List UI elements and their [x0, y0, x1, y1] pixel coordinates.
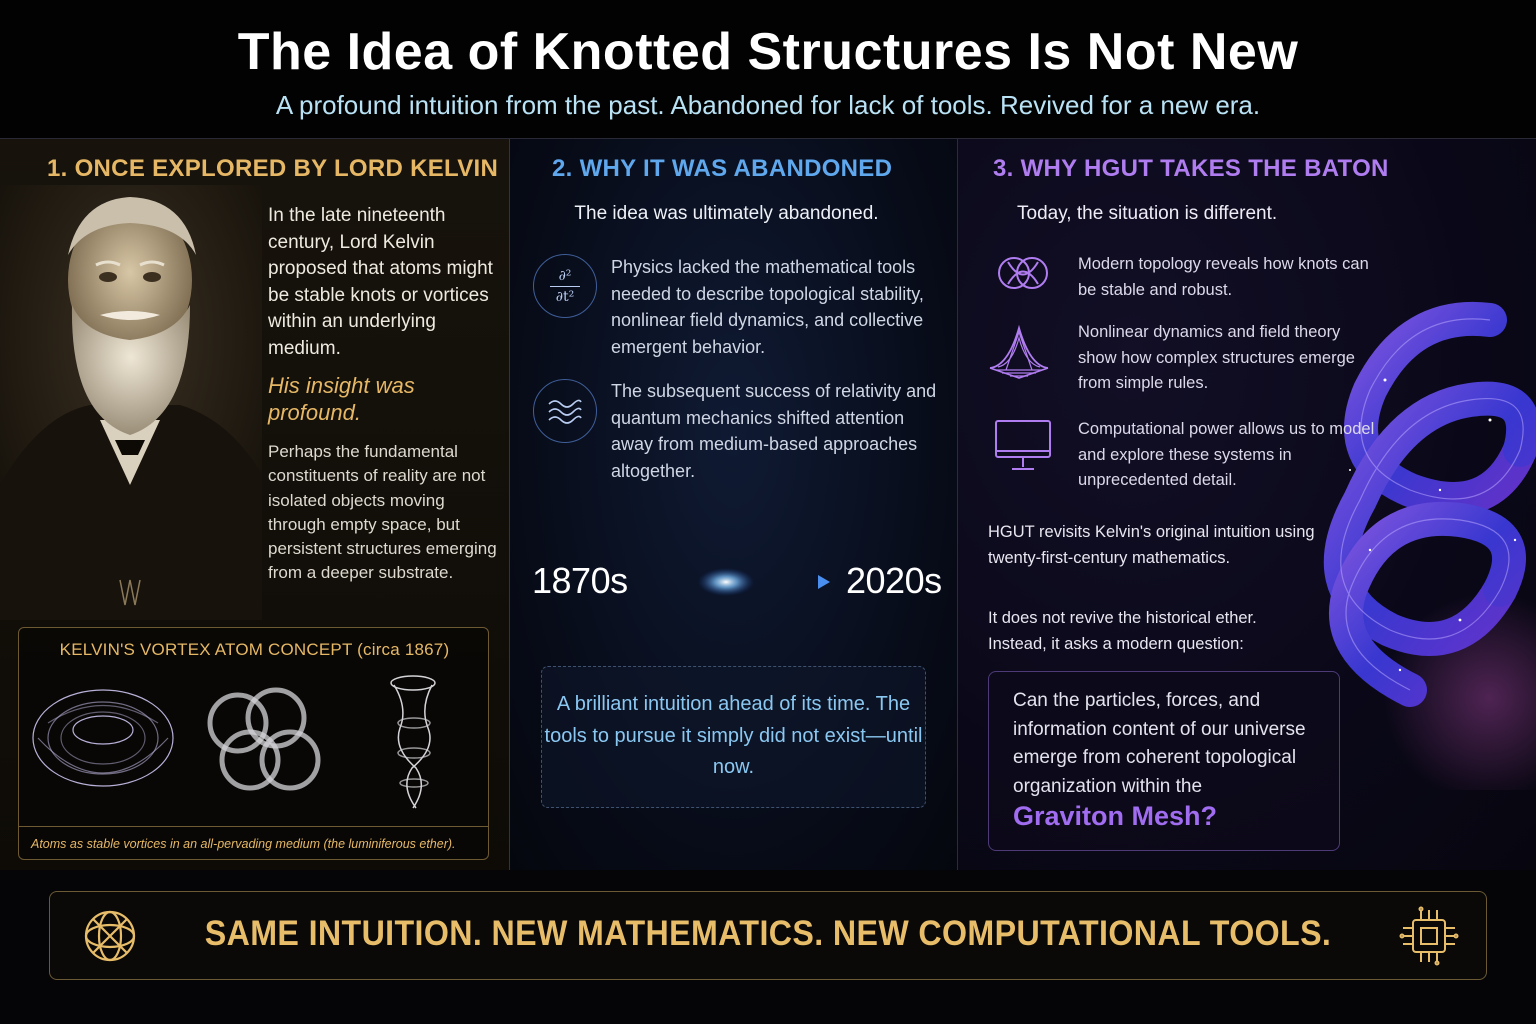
- knot-icon: [992, 242, 1054, 304]
- footer-tagline: SAME INTUITION. NEW MATHEMATICS. NEW COMPUTATIONAL TOOLS.: [204, 914, 1332, 953]
- linked-rings-illustration: [210, 690, 318, 788]
- column-divider: [957, 139, 958, 870]
- kelvin-heading: 1. ONCE EXPLORED BY LORD KELVIN: [47, 155, 499, 182]
- microchip-icon: [1396, 905, 1462, 967]
- hgut-item-topology: Modern topology reveals how knots can be stable and robust.: [1078, 255, 1369, 299]
- vortex-atom-illustrations: [28, 668, 483, 818]
- hgut-revisit-text: HGUT revisits Kelvin's original intuition using twenty-first-century mathematics.: [988, 523, 1315, 567]
- derivative-numerator: ∂²: [558, 267, 572, 284]
- quote-text: A brilliant intuition ahead of its time. The tools to pursue it simply did not exist—until now.: [544, 693, 923, 778]
- waves-icon: [533, 379, 597, 443]
- hgut-heading: 3. WHY HGUT TAKES THE BATON: [993, 155, 1389, 182]
- vortex-column-illustration: [391, 676, 435, 808]
- vortex-atom-title: KELVIN'S VORTEX ATOM CONCEPT (circa 1867): [59, 640, 450, 659]
- hgut-item-dynamics: Nonlinear dynamics and field theory show how complex structures emerge from simple rules.: [1078, 323, 1355, 392]
- hgut-ether-text: It does not revive the historical ether. Instead, it asks a modern question:: [988, 609, 1257, 653]
- hgut-item-computation: Computational power allows us to model and explore these systems in unprecedented detail.: [1078, 420, 1375, 489]
- year-start: 1870s: [532, 560, 628, 601]
- monitor-icon: [992, 415, 1054, 477]
- hgut-lead: Today, the situation is different.: [1017, 203, 1278, 224]
- abandoned-lead: The idea was ultimately abandoned.: [574, 203, 879, 224]
- page-title: The Idea of Knotted Structures Is Not New: [237, 23, 1299, 81]
- kelvin-insight-text: His insight was profound.: [268, 373, 415, 425]
- question-text: Can the particles, forces, and information content of our universe emerge from coherent topological organization within the: [1013, 690, 1306, 797]
- abandoned-point-1: Physics lacked the mathematical tools needed to describe topological stability, nonlinear field dynamics, and collective emergent behavior.: [611, 257, 924, 357]
- abandoned-heading: 2. WHY IT WAS ABANDONED: [552, 155, 893, 182]
- vortex-atom-caption: Atoms as stable vortices in an all-pervading medium (the luminiferous ether).: [18, 826, 489, 860]
- abandoned-point-2: The subsequent success of relativity and quantum mechanics shifted attention away from medium-based approaches altogether.: [611, 381, 937, 481]
- kelvin-intro-text: In the late nineteenth century, Lord Kelvin proposed that atoms might be stable knots or vortices within an underlying medium.: [268, 205, 493, 359]
- header: [0, 0, 1536, 138]
- surface-plot-icon: [988, 320, 1050, 382]
- year-end: 2020s: [846, 560, 942, 601]
- graviton-mesh-emphasis: Graviton Mesh?: [1013, 801, 1218, 831]
- kelvin-body-text: Perhaps the fundamental constituents of reality are not isolated objects moving through empty space, but persistent structures emerging from a deeper substrate.: [268, 442, 497, 583]
- lord-kelvin-portrait: [0, 185, 262, 620]
- timeline-arrow: [622, 560, 836, 604]
- column-divider: [509, 139, 510, 870]
- torus-illustration: [33, 690, 173, 786]
- derivative-denominator: ∂t²: [555, 288, 575, 305]
- page-subtitle: A profound intuition from the past. Abandoned for lack of tools. Revived for a new era.: [275, 90, 1261, 120]
- partial-derivative-icon: [533, 254, 597, 318]
